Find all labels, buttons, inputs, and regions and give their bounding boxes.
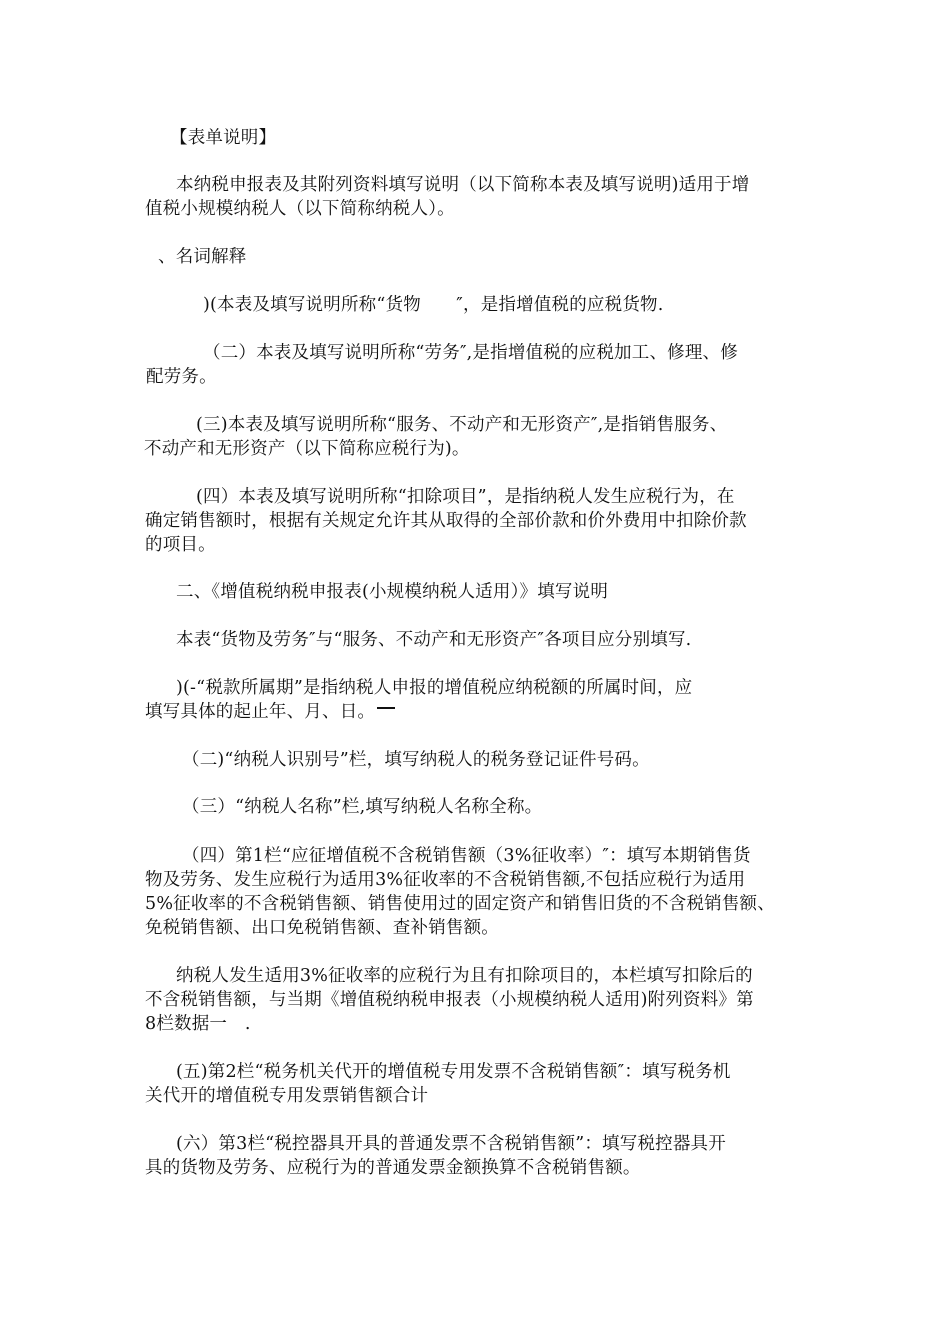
item-1-line-2	[145, 701, 395, 723]
item-4-note-line-1: 纳税人发生适用3%征收率的应税行为且有扣除项目的，本栏填写扣除后的	[176, 966, 753, 986]
item-4-line-2: 物及劳务、发生应税行为适用3%征收率的不含税销售额,不包括应税行为适用	[145, 870, 746, 890]
item-4-line-3: 5%征收率的不含税销售额、销售使用过的固定资产和销售旧货的不含税销售额、	[145, 894, 775, 914]
intro-line-1: 本纳税申报表及其附列资料填写说明（以下简称本表及填写说明)适用于增	[176, 175, 750, 195]
item-6-line-1: (六）第3栏“税控器具开具的普通发票不含税销售额”：填写税控器具开	[176, 1134, 726, 1154]
section-2-title: 二、《增值税纳税申报表(小规模纳税人适用）》填写说明	[176, 582, 609, 602]
item-6-line-2: 具的货物及劳务、应税行为的普通发票金额换算不含税销售额。	[145, 1158, 641, 1178]
definition-2-line-1: （二）本表及填写说明所称“劳务″,是指增值税的应税加工、修理、修	[203, 343, 738, 363]
definition-4-line-3: 的项目。	[145, 535, 216, 555]
item-1-line-2-text: 填写具体的起止年、月、日。	[145, 702, 376, 722]
section-2-intro: 本表“货物及劳务″与“服务、不动产和无形资产″各项目应分别填写.	[176, 630, 692, 650]
definition-3-line-2: 不动产和无形资产（以下简称应税行为)。	[144, 439, 470, 459]
item-4-line-4: 免税销售额、出口免税销售额、查补销售额。	[145, 918, 499, 938]
item-1-line-1: )(-“税款所属期”是指纳税人申报的增值税应纳税额的所属时间，应	[176, 678, 693, 698]
definition-3-line-1: (三)本表及填写说明所称“服务、不动产和无形资产″,是指销售服务、	[196, 415, 728, 435]
item-3: （三）“纳税人名称”栏,填写纳税人名称全称。	[182, 797, 543, 817]
definition-4-line-1: (四）本表及填写说明所称“扣除项目”，是指纳税人发生应税行为，在	[196, 487, 735, 507]
item-4-note-line-3: 8栏数据一 .	[145, 1014, 251, 1034]
insertion-mark-icon	[377, 707, 395, 719]
definition-4-line-2: 确定销售额时，根据有关规定允许其从取得的全部价款和价外费用中扣除价款	[145, 511, 747, 531]
form-heading: 【表单说明】	[170, 128, 277, 148]
intro-line-2: 值税小规模纳税人（以下简称纳税人）。	[145, 199, 455, 219]
item-2: （二)“纳税人识别号”栏，填写纳税人的税务登记证件号码。	[182, 750, 650, 770]
item-4-line-1: （四）第1栏“应征增值税不含税销售额（3%征收率）″：填写本期销售货	[182, 846, 751, 866]
item-4-note-line-2: 不含税销售额，与当期《增值税纳税申报表（小规模纳税人适用)附列资料》第	[145, 990, 754, 1010]
definition-1: )(本表及填写说明所称“货物 ″，是指增值税的应税货物.	[203, 295, 664, 315]
definition-2-line-2: 配劳务。	[146, 367, 217, 387]
item-5-line-2: 关代开的增值税专用发票销售额合计	[145, 1086, 429, 1106]
item-5-line-1: (五)第2栏“税务机关代开的增值税专用发票不含税销售额″：填写税务机	[176, 1062, 731, 1082]
section-1-title: 、名词解释	[158, 247, 247, 267]
